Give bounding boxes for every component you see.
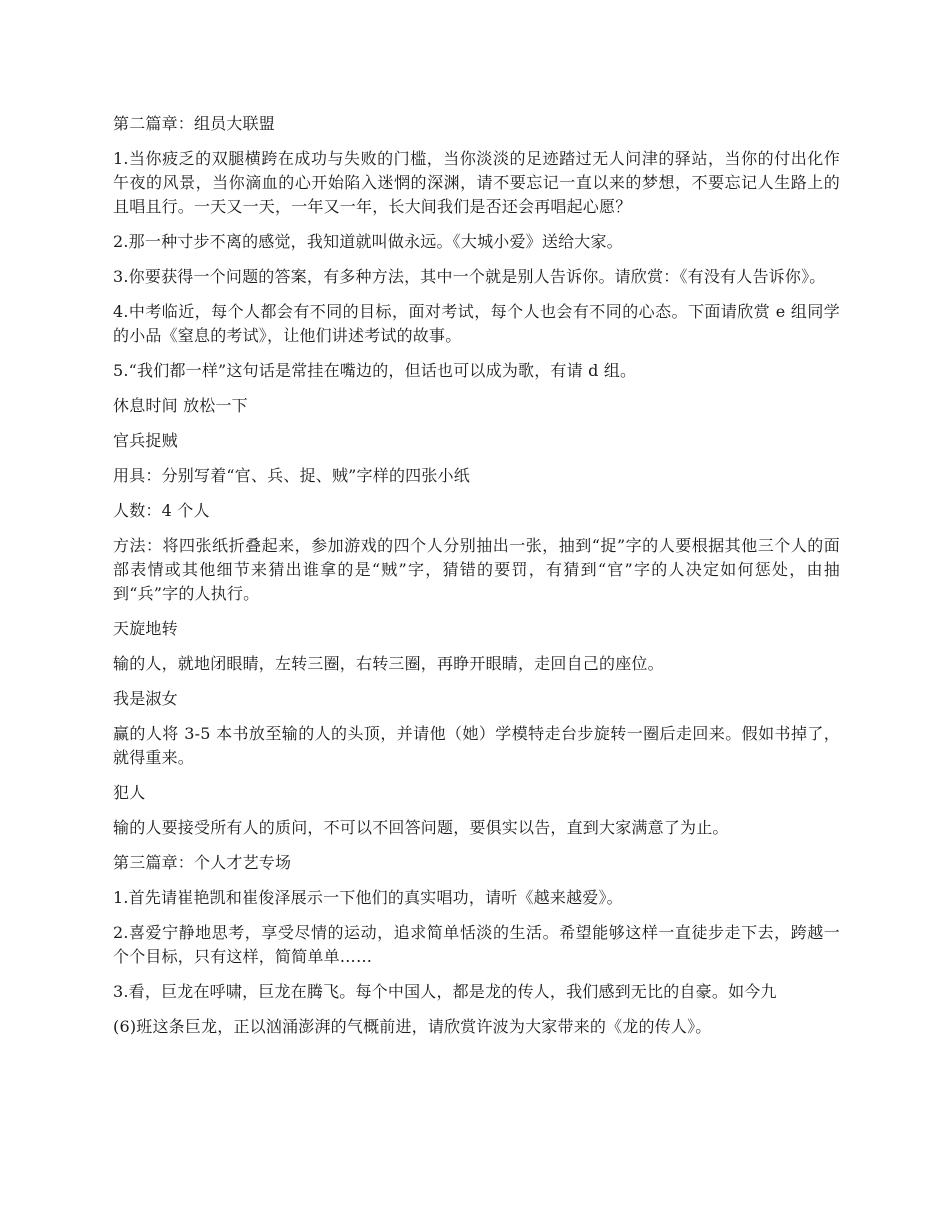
paragraph: 2.喜爱宁静地思考，享受尽情的运动，追求简单恬淡的生活。希望能够这样一直徒步走下去，跨越一个个目标，只有这样，简简单单…… [113,923,840,966]
paragraph: 2.那一种寸步不离的感觉，我知道就叫做永远。《大城小爱》送给大家。 [113,232,623,251]
paragraph: 3.你要获得一个问题的答案，有多种方法，其中一个就是别人告诉你。请欣赏：《有没有人告诉你》。 [113,267,826,286]
paragraph: 3.看，巨龙在呼啸，巨龙在腾飞。每个中国人，都是龙的传人，我们感到无比的自豪。如今九 [113,982,777,1001]
chapter-heading: 第二篇章：组员大联盟 [113,114,276,133]
section-heading: 休息时间 放松一下 [113,396,248,415]
paragraph: 输的人，就地闭眼睛，左转三圈，右转三圈，再睁开眼睛，走回自己的座位。 [113,654,664,673]
game-title: 我是淑女 [113,689,178,708]
game-title: 犯人 [113,783,146,802]
paragraph: 1.首先请崔艳凯和崔俊泽展示一下他们的真实唱功，请听《越来越爱》。 [113,888,623,907]
paragraph: 用具：分别写着“官、兵、捉、贼”字样的四张小纸 [113,466,470,485]
paragraph: (6)班这条巨龙，正以汹涌澎湃的气概前进，请欣赏许波为大家带来的《龙的传人》。 [113,1017,712,1036]
paragraph: 方法：将四张纸折叠起来，参加游戏的四个人分别抽出一张，抽到“捉”字的人要根据其他三个人的面部表情或其他细节来猜出谁拿的是“贼”字，猜错的要罚，有猜到“官”字的人决定如何惩处，由抽到“兵”字的人执行。 [113,536,840,603]
paragraph: 4.中考临近，每个人都会有不同的目标，面对考试，每个人也会有不同的心态。下面请欣赏 e 组同学的小品《窒息的考试》，让他们讲述考试的故事。 [113,302,840,345]
paragraph: 输的人要接受所有人的质问，不可以不回答问题，要俱实以告，直到大家满意了为止。 [113,818,729,837]
paragraph: 人数：4 个人 [113,501,210,520]
chapter-heading: 第三篇章：个人才艺专场 [113,853,292,872]
game-title: 天旋地转 [113,619,178,638]
paragraph: 1.当你疲乏的双腿横跨在成功与失败的门槛，当你淡淡的足迹踏过无人问津的驿站，当你的付出化作午夜的风景，当你滴血的心开始陷入迷惘的深渊，请不要忘记一直以来的梦想，不要忘记人生路上的且唱且行。一天又一天，一年又一年，长大间我们是否还会再唱起心愿？ [113,149,840,216]
game-title: 官兵捉贼 [113,431,178,450]
document-body [113,112,840,1050]
paragraph: 赢的人将 3-5 本书放至输的人的头顶，并请他（她）学模特走台步旋转一圈后走回来。假如书掉了，就得重来。 [113,724,840,767]
paragraph: 5.“我们都一样”这句话是常挂在嘴边的，但话也可以成为歌，有请 d 组。 [113,361,637,380]
